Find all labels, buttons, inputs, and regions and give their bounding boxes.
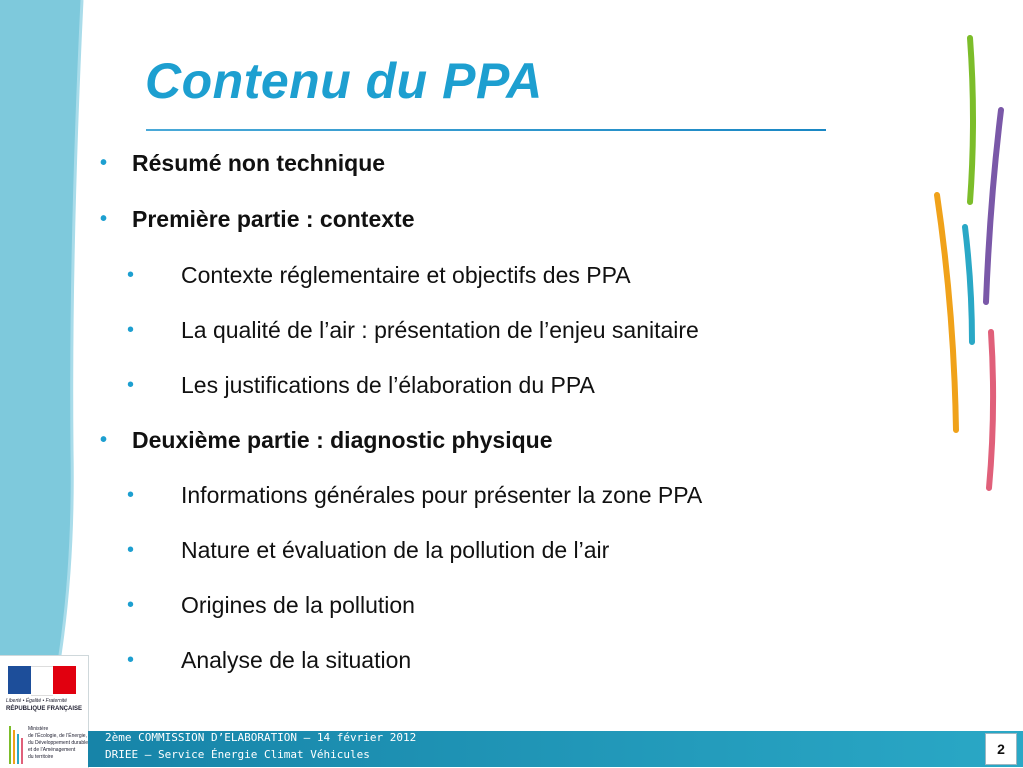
list-item-text: Les justifications de l’élaboration du PPA — [181, 372, 595, 398]
french-flag-icon — [8, 666, 76, 694]
list-item-text: Deuxième partie : diagnostic physique — [132, 427, 553, 453]
bullet-icon: • — [127, 374, 135, 396]
list-item-text: Première partie : contexte — [132, 206, 415, 232]
logo-ministry-text — [28, 726, 89, 761]
list-item-text: La qualité de l’air : présentation de l’enjeu sanitaire — [181, 317, 699, 343]
ministry-line: de l’Écologie, de l’Énergie, — [28, 733, 87, 739]
page-number: 2 — [985, 733, 1017, 765]
bullet-icon: • — [100, 429, 108, 451]
logo-motto: Liberté • Égalité • Fraternité — [6, 698, 68, 704]
list-item-text: Résumé non technique — [132, 150, 386, 176]
ministry-line: du territoire — [28, 754, 54, 760]
ministry-line: et de l’Aménagement — [28, 747, 76, 753]
bullet-icon: • — [127, 319, 135, 341]
ministry-emblem-icon — [6, 724, 26, 766]
bullet-icon: • — [127, 649, 135, 671]
footer-commission-text: 2ème COMMISSION D’ELABORATION – 14 février 2012 — [105, 731, 417, 744]
decorative-stripes — [920, 30, 1020, 500]
bullet-icon: • — [100, 152, 108, 174]
list-item-text: Nature et évaluation de la pollution de l’air — [181, 537, 610, 563]
ministry-line: du Développement durable — [28, 740, 89, 746]
government-logo — [0, 655, 89, 768]
list-item-text: Analyse de la situation — [181, 647, 412, 673]
bullet-icon: • — [127, 264, 135, 286]
bullet-icon: • — [127, 539, 135, 561]
list-item-text: Contexte réglementaire et objectifs des PPA — [181, 262, 631, 288]
bullet-icon: • — [127, 484, 135, 506]
ministry-line: Ministère — [28, 726, 49, 732]
bullet-icon: • — [127, 594, 135, 616]
bullet-icon: • — [100, 208, 108, 230]
list-item-text: Origines de la pollution — [181, 592, 415, 618]
footer-service-text: DRIEE – Service Énergie Climat Véhicules — [105, 748, 370, 761]
slide-title: Contenu du PPA — [145, 53, 543, 109]
logo-republic: RÉPUBLIQUE FRANÇAISE — [6, 706, 83, 712]
list-item-text: Informations générales pour présenter la zone PPA — [181, 482, 703, 508]
